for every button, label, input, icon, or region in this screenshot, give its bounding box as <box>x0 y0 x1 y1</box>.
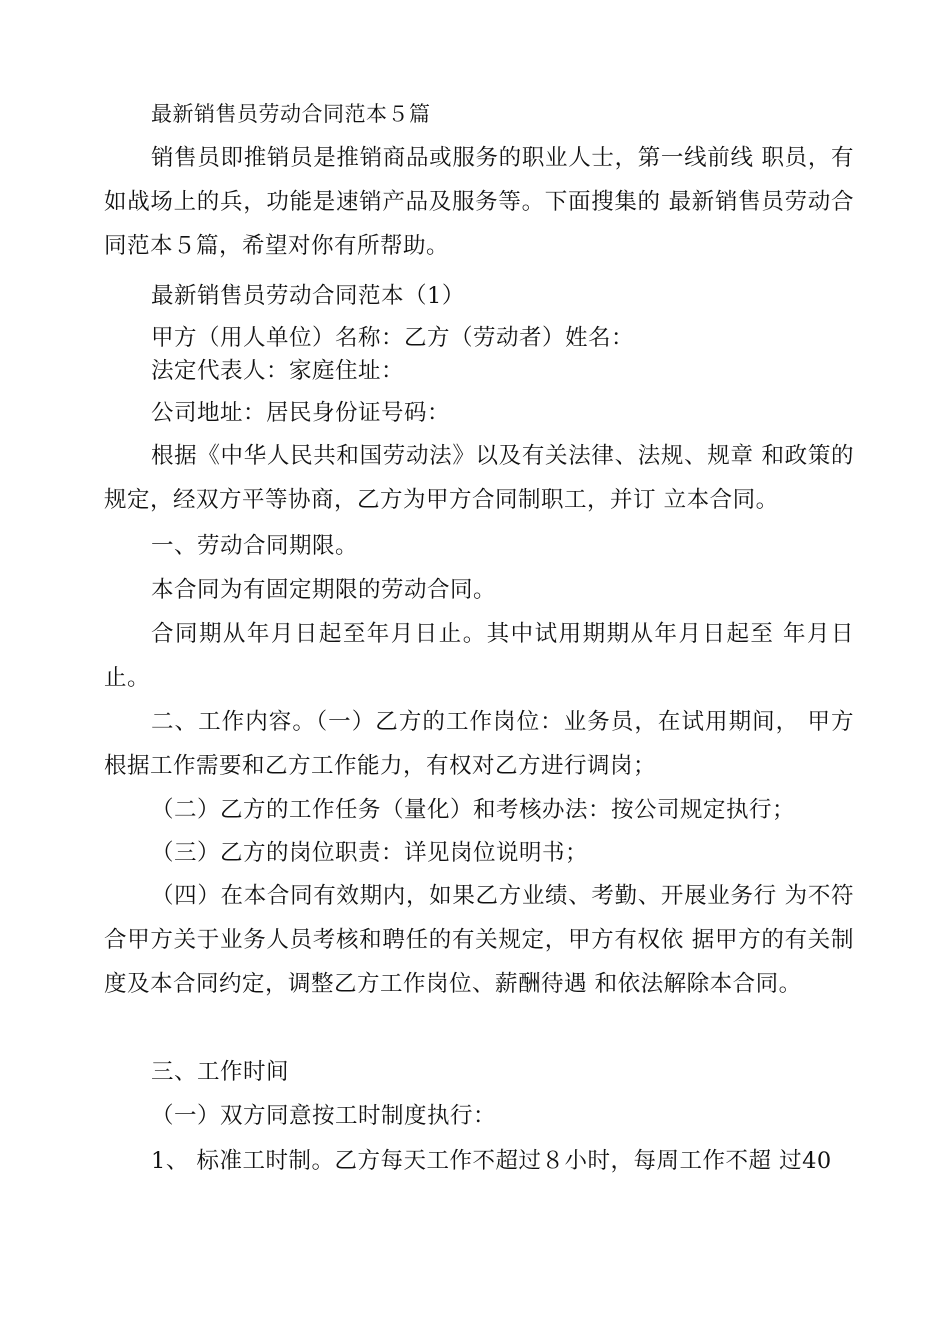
paragraph-work-tasks: （二）乙方的工作任务（量化）和考核办法：按公司规定执行； <box>151 797 796 823</box>
paragraph-contract-period: 合同期从年月日起至年月日止。其中试用期期从年月日起至 年月日止。 <box>104 621 854 691</box>
paragraph-intro: 销售员即推销员是推销商品或服务的职业人士，第一线前线 职员，有如战场上的兵，功能是速销产品及服务等。下面搜集的 最新销售员劳动合同范本５篇，希望对你有所帮助。 <box>104 145 854 259</box>
paragraph-section-two: 二、工作内容。（一）乙方的工作岗位：业务员，在试用期间， 甲方根据工作需要和乙方工作能力，有权对乙方进行调岗； <box>104 709 854 779</box>
paragraph-legal-basis: 根据《中华人民共和国劳动法》以及有关法律、法规、规章 和政策的规定，经双方平等协商，乙方为甲方合同制职工，并订 立本合同。 <box>104 443 854 513</box>
paragraph-adjustment: （四）在本合同有效期内，如果乙方业绩、考勤、开展业务行 为不符合甲方关于业务人员考核和聘任的有关规定，甲方有权依 据甲方的有关制度及本合同约定，调整乙方工作岗位、薪酬待遇 和依法解除本合同。 <box>104 883 854 997</box>
paragraph-party-names: 甲方（用人单位）名称：乙方（劳动者）姓名： <box>151 325 635 351</box>
paragraph-company-address: 公司地址：居民身份证号码： <box>151 400 451 426</box>
paragraph-representative: 法定代表人：家庭住址： <box>151 358 405 384</box>
paragraph-section-three: 三、工作时间 <box>151 1059 290 1085</box>
document-title: 最新销售员劳动合同范本５篇 <box>151 102 431 126</box>
paragraph-section-one: 一、劳动合同期限。 <box>151 533 359 559</box>
paragraph-fixed-term: 本合同为有固定期限的劳动合同。 <box>151 577 497 603</box>
paragraph-work-system: （一）双方同意按工时制度执行： <box>151 1103 497 1129</box>
paragraph-contract-heading: 最新销售员劳动合同范本（1） <box>151 283 465 309</box>
paragraph-duties: （三）乙方的岗位职责：详见岗位说明书； <box>151 840 589 866</box>
paragraph-standard-hours: 1、 标准工时制。乙方每天工作不超过８小时，每周工作不超 过40 <box>151 1148 832 1174</box>
